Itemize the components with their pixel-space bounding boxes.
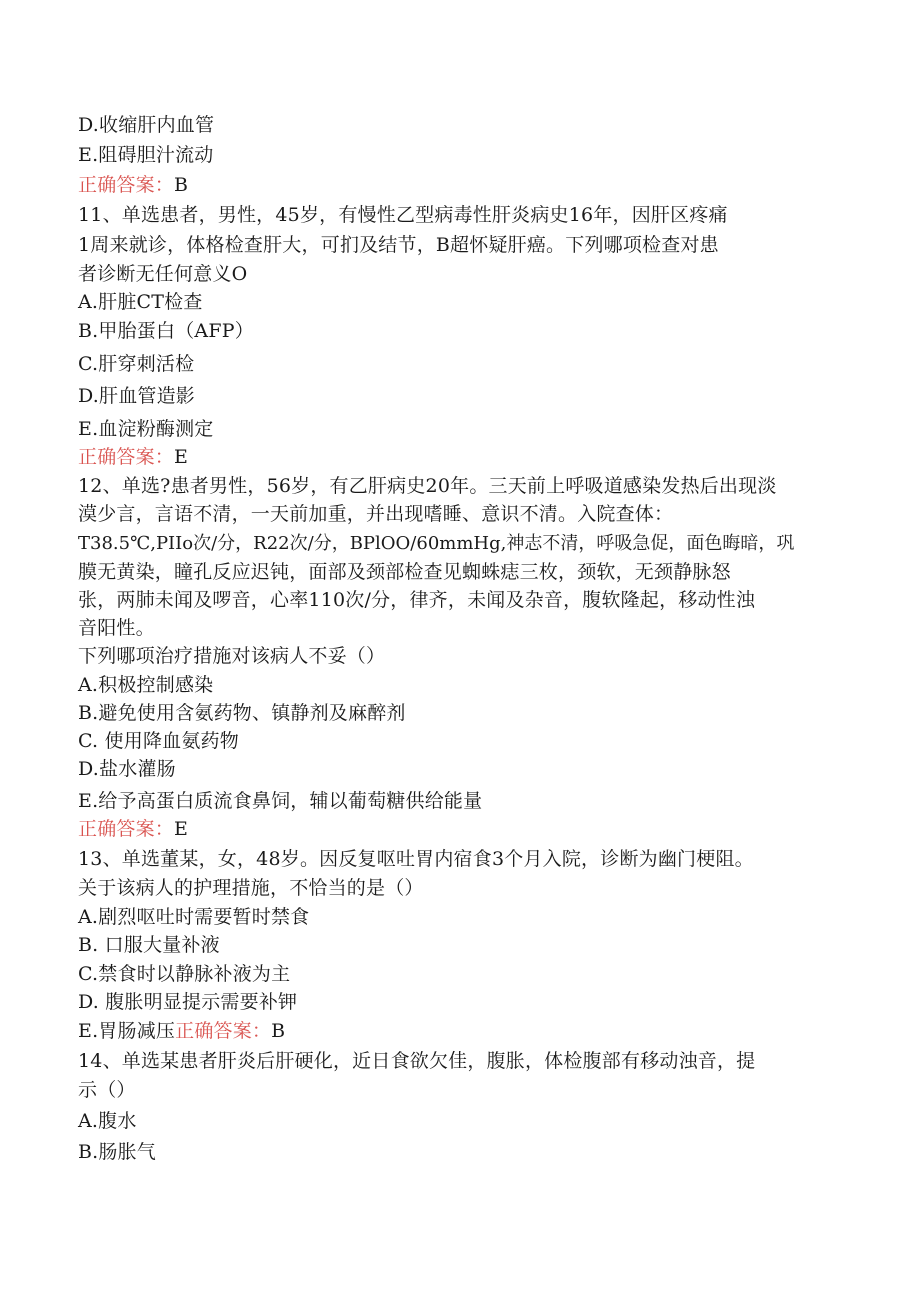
question-12-line-2: 漠少言，言语不清，一天前加重，并出现嗜睡、意识不清。入院查体：	[78, 503, 674, 525]
answer-value: B	[271, 1020, 286, 1042]
option-b-q13: B. 口服大量补液	[78, 934, 220, 956]
answer-q10	[78, 173, 848, 197]
option-e-q12: E.给予高蛋白质流食鼻饲，辅以葡萄糖供给能量	[78, 790, 483, 812]
answer-q12	[78, 817, 848, 841]
question-11-line-2: 1周来就诊，体格检查肝大，可扪及结节，B超怀疑肝癌。下列哪项检查对患	[78, 234, 719, 256]
question-14-line-2: 示（）	[78, 1079, 136, 1101]
option-d-q13: D. 腹胀明显提示需要补钾	[78, 991, 298, 1013]
question-13-line-1: 13、单选董某，女，48岁。因反复呕吐胃内宿食3个月入院，诊断为幽门梗阻。	[78, 848, 754, 870]
answer-q11	[78, 445, 848, 469]
answer-value: B	[174, 174, 189, 196]
option-a-q11: A.肝脏CT检查	[78, 291, 203, 313]
answer-value: E	[174, 818, 189, 840]
question-12-line-3: T38.5℃,PIIo次/分，R22次/分，BPlOO/60mmHg,神志不清，呼吸急促，面色晦暗，巩	[78, 533, 795, 554]
option-c-q11: C.肝穿刺活检	[78, 353, 195, 375]
answer-label: 正确答案：	[78, 818, 175, 840]
option-d-q12: D.盐水灌肠	[78, 758, 176, 780]
question-11-line-3: 者诊断无任何意义O	[78, 263, 248, 285]
option-b-q11: B.甲胎蛋白（AFP）	[78, 320, 254, 342]
question-14-line-1: 14、单选某患者肝炎后肝硬化，近日食欲欠佳，腹胀，体检腹部有移动浊音，提	[78, 1050, 756, 1072]
option-e-q11: E.血淀粉酶测定	[78, 418, 214, 440]
option-e-q13-with-answer	[78, 1019, 848, 1043]
option-a-q14: A.腹水	[78, 1110, 137, 1132]
option-d-q10: D.收缩肝内血管	[78, 114, 215, 136]
option-e-q10: E.阻碍胆汁流动	[78, 144, 214, 166]
option-c-q13: C.禁食时以静脉补液为主	[78, 963, 291, 985]
option-d-q11: D.肝血管造影	[78, 385, 195, 407]
answer-value: E	[174, 446, 189, 468]
option-c-q12: C. 使用降血氨药物	[78, 730, 239, 752]
option-a-q12: A.积极控制感染	[78, 674, 214, 696]
question-12-prompt: 下列哪项治疗措施对该病人不妥（）	[78, 645, 386, 667]
question-12-line-4: 膜无黄染，瞳孔反应迟钝，面部及颈部检查见蜘蛛痣三枚，颈软，无颈静脉怒	[78, 561, 731, 583]
option-b-q12: B.避免使用含氨药物、镇静剂及麻醉剂	[78, 702, 406, 724]
question-11-line-1: 11、单选患者，男性，45岁，有慢性乙型病毒性肝炎病史16年，因肝区疼痛	[78, 204, 728, 226]
option-b-q14: B.肠胀气	[78, 1141, 157, 1163]
question-12-line-6: 音阳性。	[78, 617, 155, 639]
answer-label: 正确答案：	[78, 174, 175, 196]
question-13-line-2: 关于该病人的护理措施，不恰当的是（）	[78, 877, 424, 899]
question-12-line-5: 张，两肺未闻及啰音，心率110次/分，律齐，未闻及杂音，腹软隆起，移动性浊	[78, 589, 756, 611]
option-e-text: E.胃肠减压	[78, 1020, 176, 1042]
answer-label: 正确答案：	[78, 446, 175, 468]
answer-label: 正确答案：	[175, 1020, 272, 1042]
option-a-q13: A.剧烈呕吐时需要暂时禁食	[78, 906, 310, 928]
question-12-line-1: 12、单选?患者男性，56岁，有乙肝病史20年。三天前上呼吸道感染发热后出现淡	[78, 475, 777, 497]
